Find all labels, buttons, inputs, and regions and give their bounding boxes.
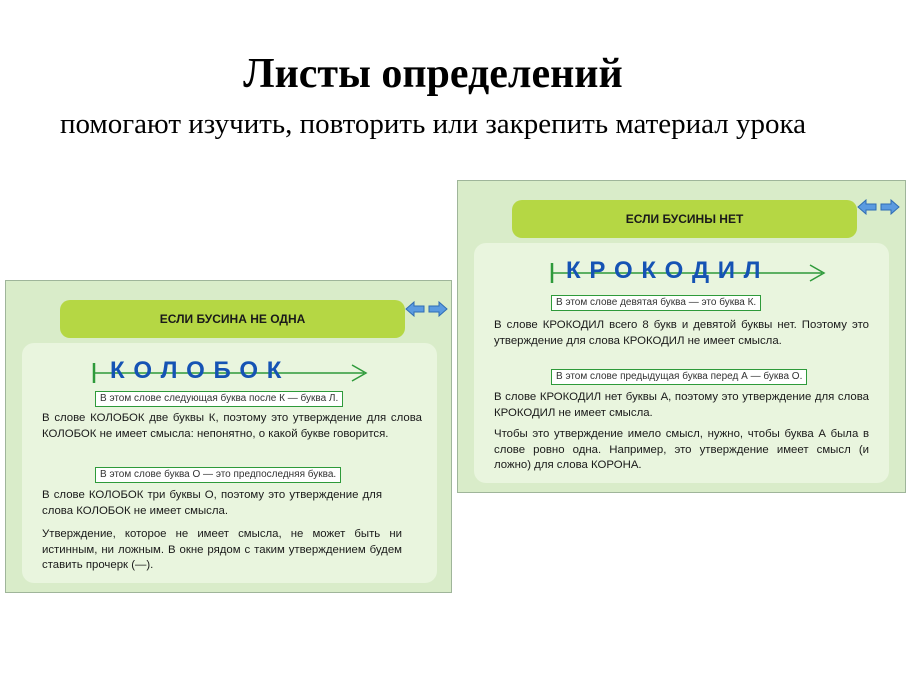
- page-title: Листы определений: [243, 51, 623, 97]
- statement-box: В этом слове буква О — это предпоследняя буква.: [95, 467, 341, 483]
- arrow-left-icon[interactable]: [857, 199, 877, 215]
- explanation-text: В слове КОЛОБОК две буквы К, поэтому это утверждение для слова КОЛОБОК не имеет смысла: непонятно, о какой букве говорится.: [42, 412, 422, 440]
- slide-content: [474, 243, 889, 483]
- explanation-text: В слове КРОКОДИЛ нет буквы А, поэтому это утверждение для слова КРОКОДИЛ не имеет смысла.: [494, 391, 869, 419]
- statement-box: В этом слове следующая буква после К — буква Л.: [95, 391, 343, 407]
- word-display: К Р О К О Д И Л: [566, 257, 762, 284]
- statement-box: В этом слове девятая буква — это буква К.: [551, 295, 761, 311]
- explanation-text: Утверждение, которое не имеет смысла, не может быть ни истинным, ни ложным. В окне рядом с таким утверждением будем ставить прочерк (—).: [42, 528, 402, 571]
- explanation-text: Чтобы это утверждение имело смысл, нужно, чтобы буква А была в слове ровно одна. Например, это утверждение имеет смысл (и ложно) для слова КОРОНА.: [494, 428, 869, 471]
- slide-header: ЕСЛИ БУСИНА НЕ ОДНА: [60, 300, 405, 338]
- word-display: К О Л О Б О К: [110, 357, 283, 384]
- slide-content: [22, 343, 437, 583]
- arrow-right-icon[interactable]: [880, 199, 900, 215]
- nav-arrows: [857, 199, 900, 215]
- slide-header: ЕСЛИ БУСИНЫ НЕТ: [512, 200, 857, 238]
- explanation-text: В слове КОЛОБОК три буквы О, поэтому это утверждение для слова КОЛОБОК не имеет смысла.: [42, 489, 382, 517]
- arrow-right-icon[interactable]: [428, 301, 448, 317]
- nav-arrows: [405, 301, 448, 317]
- slide-right: [457, 180, 906, 493]
- page-subtitle: помогают изучить, повторить или закрепить материал урока: [59, 108, 807, 140]
- arrow-left-icon[interactable]: [405, 301, 425, 317]
- slide-left: [5, 280, 452, 593]
- explanation-text: В слове КРОКОДИЛ всего 8 букв и девятой буквы нет. Поэтому это утверждение для слова КРОКОДИЛ не имеет смысла.: [494, 319, 869, 347]
- statement-box: В этом слове предыдущая буква перед А — буква О.: [551, 369, 807, 385]
